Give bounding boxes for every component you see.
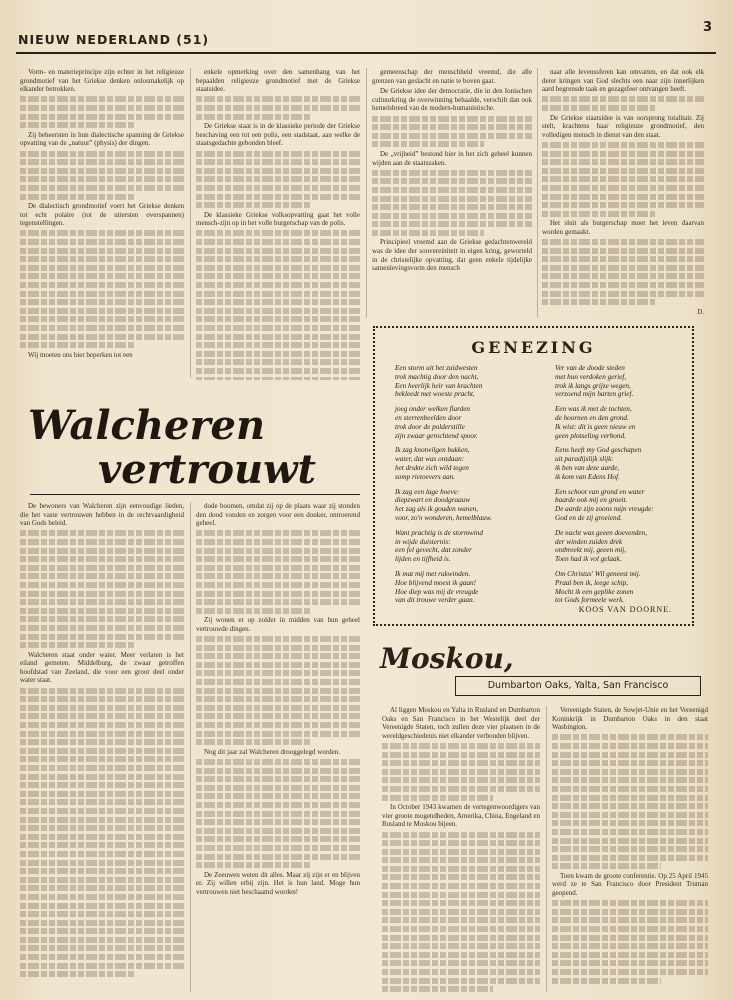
walcheren-column-1 <box>20 502 184 996</box>
paragraph: Toen kwam de groote conferentie. Op 25 April 1945 werd ze te San Francisco door President Truman geopend. <box>552 871 708 898</box>
paragraph: De Zeeuwen weten dit alles. Maar zij zijn er en blijven er. Zij willen erbij zijn. Het is hun land. Moge hun vertrouwen niet beschaamd worden! <box>196 870 360 896</box>
stanza: Een schoot van grond en water baarde ook mij en groeit. De aarde zijn zoons mijn vreugde: God en de zij groeiend. <box>555 487 654 522</box>
top-article-column-3 <box>372 68 532 318</box>
paragraph: naar alle levenssferen kan omvatten, en dat ook elk derer kringen van God slechts een naar zijn innerlijken aard begrensde taak en gezagsfeer ontvangen heeft. <box>542 68 704 94</box>
paragraph: Het sluit als burgerschap moet het leven daarvan worden gemaakt. <box>542 219 704 236</box>
poem-box <box>373 326 694 626</box>
paragraph: Principieel vreemd aan de Griekse gedachtenwereld was de idee der souvereiniteit in eigen kring, geworteld in de christelijke opvatting, dat geen enkele tijdelijke samenlevingsvorm den mensch <box>372 238 532 273</box>
paragraph: Nog dit jaar zal Walcheren drooggelegd worden. <box>204 747 340 756</box>
moskou-column-2 <box>552 706 708 996</box>
headline-line-1: Walcheren <box>28 402 266 449</box>
top-article-column-4 <box>542 68 704 330</box>
top-article-column-1 <box>20 68 184 380</box>
paragraph: De Griekse staatsidee is van oorsprong totalitair. Zij stelt, krachtens haar religieuze grondmotief, den volledigen mensch in dienst van den staat. <box>542 113 704 139</box>
walcheren-headline <box>28 404 368 492</box>
stanza: Want prachtig is de stormwind in wijde duisternis: een fel gevecht, dat zonder lijden en tijfheid is. <box>395 528 483 564</box>
poem-left-column <box>395 364 530 611</box>
headline-rule <box>30 494 360 495</box>
paragraph: Vorm- en materieprincipe zijn echter in het religieuze grondmotief van het Griekse denken onlosmakelijk op elkander betrokken. <box>20 68 184 94</box>
paragraph: De dialectisch grondmotief voert het Griekse denken tot echt polaire (tot de uitersten overspannen) tegenstellingen. <box>20 202 184 228</box>
poem-title: GENEZING <box>471 338 596 357</box>
headline-line-2: vertrouwt <box>98 446 316 493</box>
paragraph: Vereenigde Staten, de Sowjet-Unie en het Vereenigd Koninkrijk in Dumbarton Oaks in den staat Washington. <box>552 706 708 732</box>
paragraph: Zij wonen er op zolder in midden van hun geheel vertrouwde dingen. <box>196 616 360 633</box>
top-article-column-2 <box>196 68 360 380</box>
stanza: Een storm uit het zuidwesten trok machtig door den nacht, Een heerlijk heir van krachten bekleedt met woeste pracht, <box>395 364 483 399</box>
stanza: Eens heeft my God geschapen uit paradijslijk slijk: ik ben van deze aarde, ik kom van Edens Hof. <box>555 446 642 481</box>
walcheren-column-2 <box>196 502 360 996</box>
moskou-subtitle: Dumbarton Oaks, Yalta, San Francisco <box>455 676 701 696</box>
paragraph: enkele opmerking over den samenhang van het bepaalden religieuze grondmotief met de Griekse staatsidee. <box>196 68 360 94</box>
moskou-column-1 <box>382 706 540 996</box>
page-number: 3 <box>702 20 712 35</box>
paragraph: De Griekse idee der democratie, die in den Ionischen cultuurkring de overwinning behaalde, verschilt dan ook hemelsbreed van de modern-humanistische. <box>372 87 532 113</box>
stanza: Ver van de doode steden met hun verdoken gerief, trok ik langs grijze wegen, verzoend mijn harten grief. <box>555 364 634 399</box>
poem-author: KOOS VAN DOORNE. <box>578 605 672 614</box>
stanza: Ik mat mij met rukwinden. Hoe blijvend moest ik gaan! Hoe diep was mij de vreugde van dit trouwe verder gaan. <box>395 569 479 605</box>
paragraph: De „vrijheid” bestond hier in het zich geheel kunnen wijden aan de staatszaken. <box>372 149 532 167</box>
paragraph: dode boomen, omdat zij op de plaats waar zij stonden den dood vonden en zorgen voor een donker, ontroerend geheel. <box>196 502 360 528</box>
stanza: Ik zag knotwilgen bukken, water, dat was ontdaan: het drukte zich wild tegen somp rietoevers aan. <box>395 446 470 481</box>
moskou-headline: Moskou, <box>380 642 514 675</box>
paragraph: Wij moeten ons hier beperken tot een <box>28 350 133 359</box>
paragraph: Zij beheersten in hun dialectische spanning de Griekse opvatting van de „natuur” (physis) der dingen. <box>20 130 184 148</box>
stanza: Een was ik met de tochten, de hoornen en den grond. Ik wist: dit is geen nieuw en geen plotseling verbond. <box>555 405 636 440</box>
paragraph: Walcheren staat onder water. Meer verlaten is het eiland gemeten. Middelburg, de zwaar getroffen hoofdstad van Zeeland, die voor een groot deel onder water staat. <box>20 650 184 685</box>
paragraph: gemeenschap der menschheid vreemd, die alle grenzen van geslacht en natie te boven gaat. <box>372 68 532 85</box>
page-header <box>16 20 716 54</box>
stanza: Ik zag een lage hoeve: diepzwart en doodgraauw het zag als ik gouden wanen, voor, zo'n wonderen, hemelblauw. <box>395 487 492 522</box>
stanza: De nacht was geeen doevenden, der winden zuiden drek ontbreekt mij, geeen mij, Toen had ik vol gelaak. <box>555 528 648 564</box>
stanza: joeg onder welken flarden en sterrenbeelden door trok door de polderstille zijn zwaar gerochtend spoor. <box>395 405 478 440</box>
paragraph: De klassieke Griekse volksopvatting gaat het volle mensch-zijn op in het volle burgerschap van de polis. <box>196 210 360 228</box>
author-initial: D. <box>697 307 704 316</box>
publication-title: NIEUW NEDERLAND (51) <box>18 32 210 47</box>
poem-right-column <box>555 364 685 611</box>
paragraph: Al liggen Moskou en Yalta in Rusland en Dumbarton Oaks en San Francisco in het Westelijk deel der Vereenigde Staten, toch zullen deze vier plaatsen in de wereldgeschiedenis niet elkander verbonden blijven. <box>382 706 540 740</box>
paragraph: De bewoners van Walcheren zijn eenvoudige lieden, die het vaste vertrouwen hebben in de rechtvaardigheid van Gods beleid. <box>20 502 184 528</box>
paragraph: De Griekse staat is in de klassieke periode der Griekse beschaving een tot een polis, een stadstaat, aan welke de staatsgedachte gebonden bleef. <box>196 122 360 148</box>
stanza: Om Christus' Wil geneest mij. Praal ben ik, leege schip, Mocht ik een geplike zonen tot Gods formeele werk. <box>555 569 641 605</box>
paragraph: In October 1943 kwamen de vertegenwoordigers van vier groote mogendheden, Amerika, China, Engeland en Rusland te Moskou bijeen. <box>382 803 540 829</box>
